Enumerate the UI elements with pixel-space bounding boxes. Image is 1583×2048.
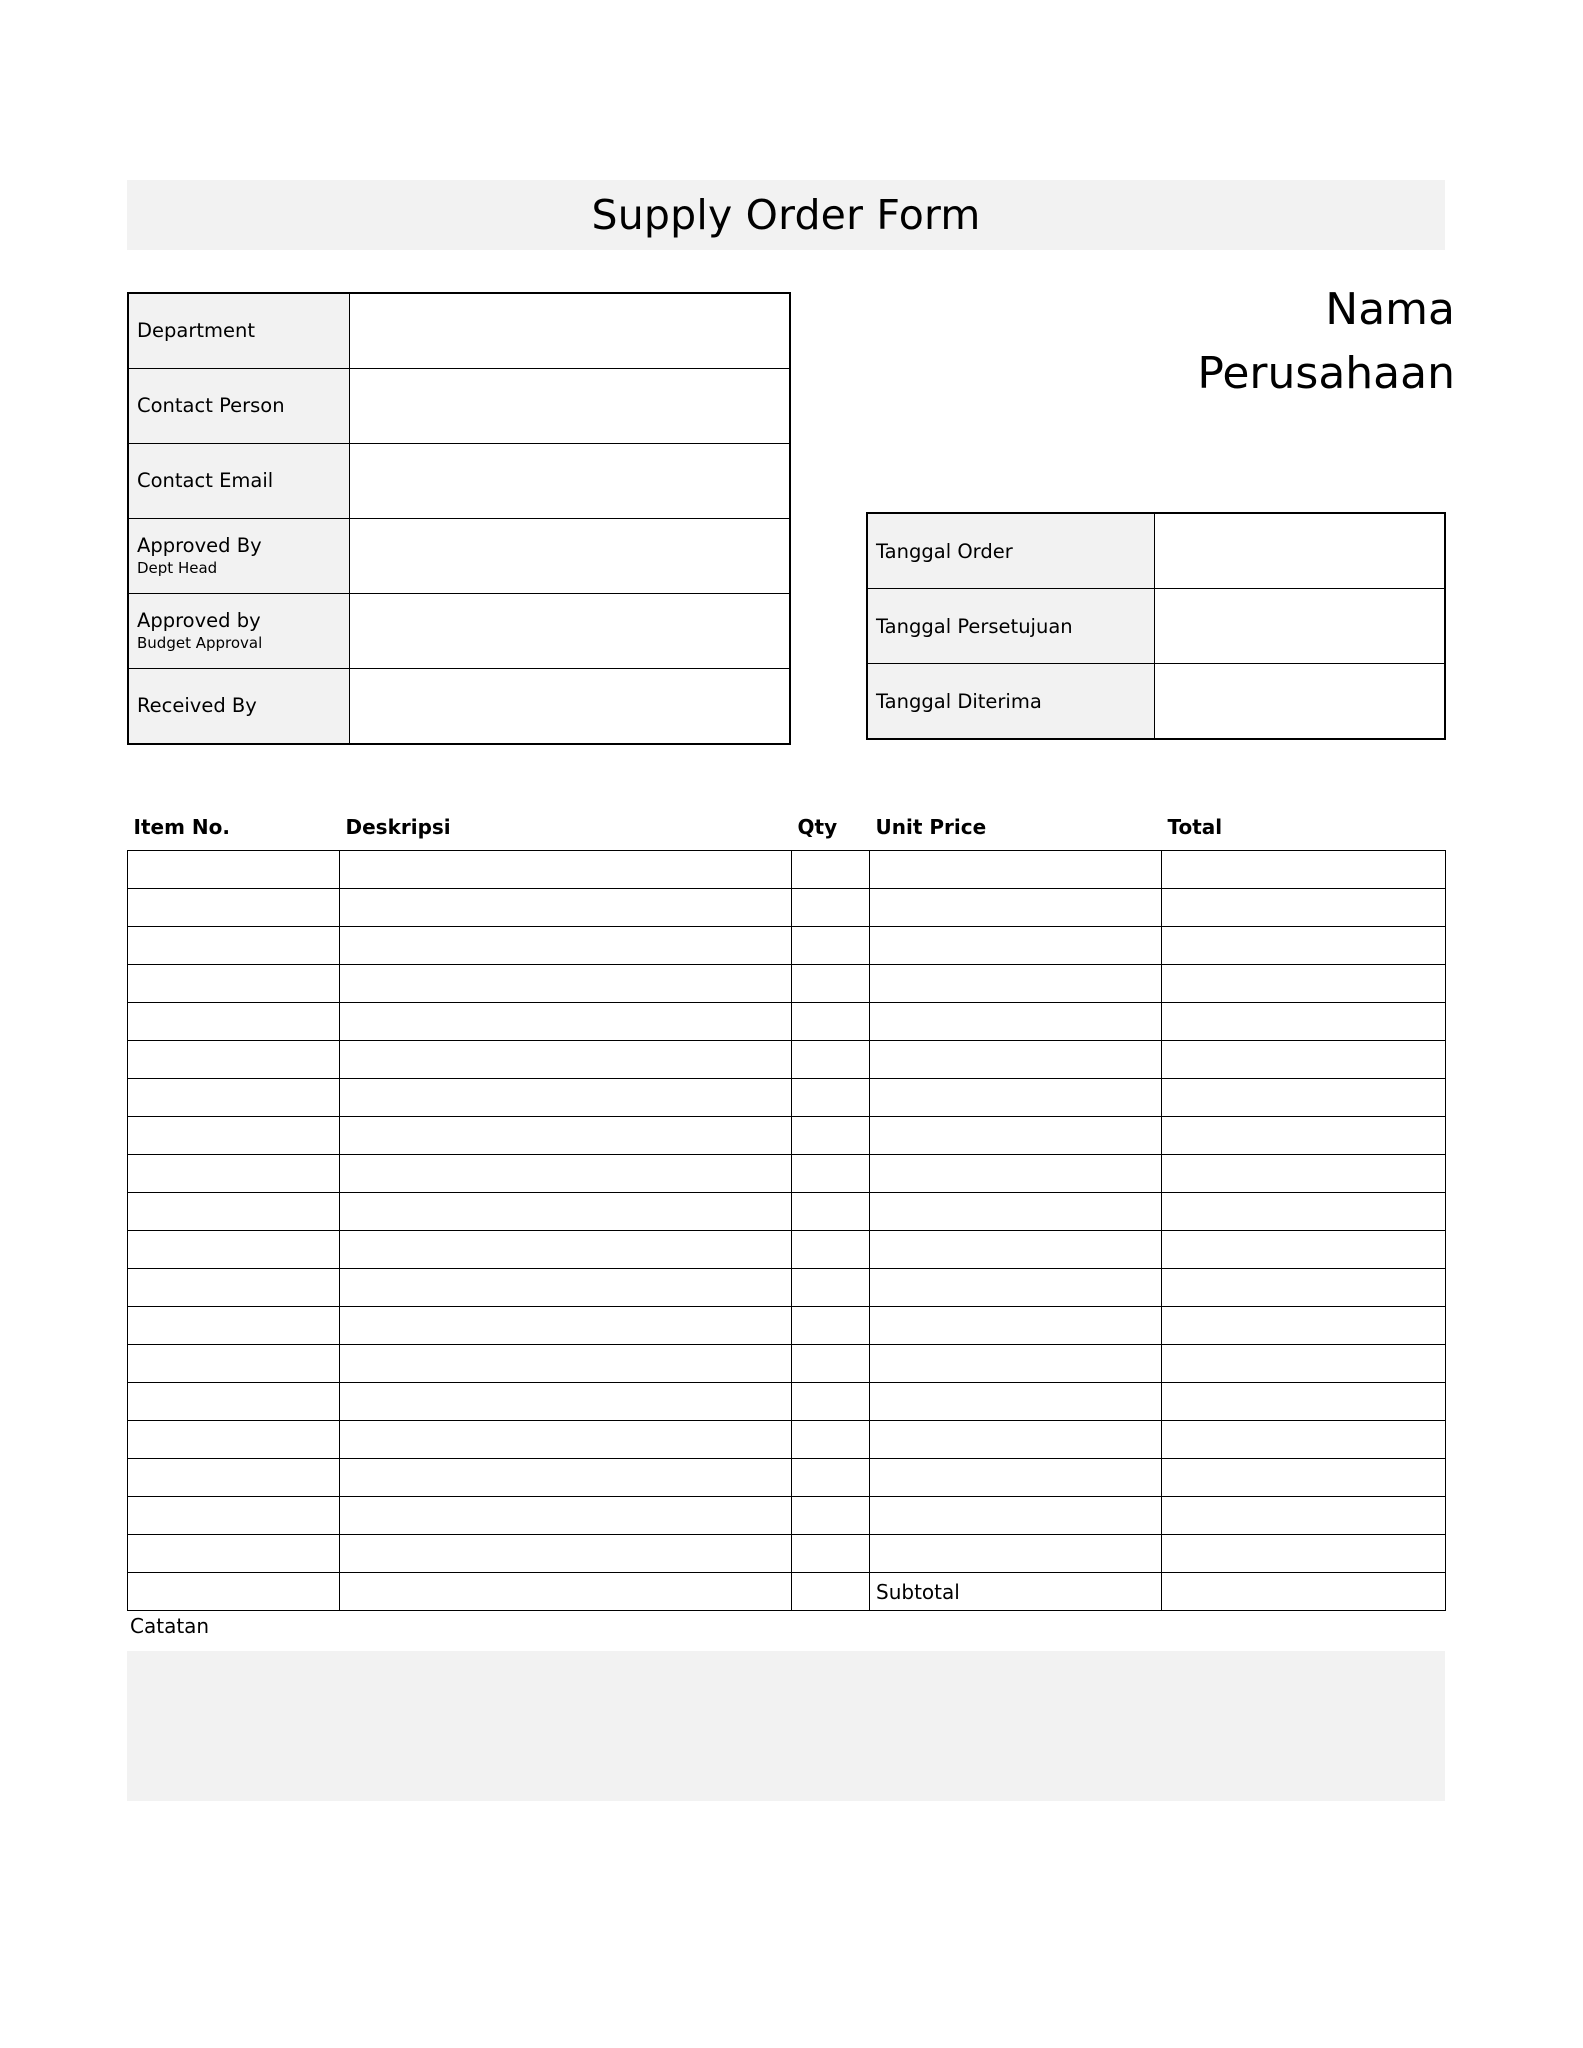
column-header-total: Total [1167, 815, 1223, 839]
cell-total[interactable] [1162, 965, 1446, 1003]
column-header-unit-price: Unit Price [875, 815, 987, 839]
label-text: Contact Email [137, 468, 274, 492]
table-row [128, 1345, 1446, 1383]
table-row [128, 927, 1446, 965]
field-label-tanggal-diterima: Tanggal Diterima [867, 664, 1155, 740]
field-value-department[interactable] [350, 293, 791, 369]
table-row [128, 369, 790, 444]
subtotal-value[interactable] [1162, 1573, 1446, 1611]
items-header-row [128, 812, 1446, 851]
cell-item-no[interactable] [128, 1497, 340, 1535]
cell-item-no[interactable] [128, 1193, 340, 1231]
cell-deskripsi[interactable] [340, 927, 792, 965]
cell-deskripsi[interactable] [340, 1383, 792, 1421]
table-row [128, 1079, 1446, 1117]
label-subtext: Dept Head [137, 559, 218, 578]
subtotal-label: Subtotal [870, 1573, 1162, 1611]
cell-deskripsi[interactable] [340, 965, 792, 1003]
cell-deskripsi[interactable] [340, 889, 792, 927]
cell-item-no[interactable] [128, 927, 340, 965]
field-value-tanggal-persetujuan[interactable] [1155, 589, 1446, 664]
cell-deskripsi[interactable] [340, 1003, 792, 1041]
cell-qty[interactable] [792, 1459, 870, 1497]
field-label-approved-by-budget [128, 594, 350, 669]
items-table-body [128, 851, 1446, 1573]
department-info-table [127, 292, 791, 745]
cell-total[interactable] [1162, 927, 1446, 965]
field-value-received-by[interactable] [350, 669, 791, 745]
field-value-contact-person[interactable] [350, 369, 791, 444]
label-subtext: Budget Approval [137, 634, 263, 653]
cell-item-no[interactable] [128, 1079, 340, 1117]
cell-total[interactable] [1162, 1497, 1446, 1535]
label-text: Approved By [137, 533, 262, 557]
table-row [128, 1497, 1446, 1535]
table-row [128, 1421, 1446, 1459]
cell-qty[interactable] [792, 1307, 870, 1345]
field-value-approved-by-dept-head[interactable] [350, 519, 791, 594]
subtotal-spacer-2 [340, 1573, 792, 1611]
cell-item-no[interactable] [128, 1459, 340, 1497]
cell-qty[interactable] [792, 889, 870, 927]
cell-unit-price[interactable] [870, 1193, 1162, 1231]
field-label-received-by [128, 669, 350, 745]
cell-deskripsi[interactable] [340, 1459, 792, 1497]
cell-unit-price[interactable] [870, 1307, 1162, 1345]
cell-unit-price[interactable] [870, 927, 1162, 965]
subtotal-spacer-3 [792, 1573, 870, 1611]
cell-deskripsi[interactable] [340, 1117, 792, 1155]
cell-qty[interactable] [792, 1421, 870, 1459]
cell-deskripsi[interactable] [340, 1155, 792, 1193]
cell-total[interactable] [1162, 1459, 1446, 1497]
cell-item-no[interactable] [128, 1155, 340, 1193]
field-label-contact-person [128, 369, 350, 444]
cell-qty[interactable] [792, 1345, 870, 1383]
form-title-banner [127, 180, 1445, 250]
table-row [867, 513, 1445, 589]
cell-deskripsi[interactable] [340, 1193, 792, 1231]
field-value-approved-by-budget[interactable] [350, 594, 791, 669]
field-value-contact-email[interactable] [350, 444, 791, 519]
cell-unit-price[interactable] [870, 1497, 1162, 1535]
cell-item-no[interactable] [128, 1041, 340, 1079]
table-row [128, 1003, 1446, 1041]
cell-qty[interactable] [792, 1497, 870, 1535]
table-row [867, 589, 1445, 664]
table-row [128, 594, 790, 669]
cell-unit-price[interactable] [870, 1535, 1162, 1573]
cell-unit-price[interactable] [870, 851, 1162, 889]
cell-unit-price[interactable] [870, 1383, 1162, 1421]
table-row [128, 1459, 1446, 1497]
table-row [128, 965, 1446, 1003]
cell-qty[interactable] [792, 1003, 870, 1041]
cell-total[interactable] [1162, 889, 1446, 927]
cell-total[interactable] [1162, 1193, 1446, 1231]
cell-item-no[interactable] [128, 851, 340, 889]
cell-unit-price[interactable] [870, 1117, 1162, 1155]
cell-qty[interactable] [792, 1193, 870, 1231]
cell-item-no[interactable] [128, 1231, 340, 1269]
cell-item-no[interactable] [128, 965, 340, 1003]
cell-deskripsi[interactable] [340, 1307, 792, 1345]
table-row [128, 1155, 1446, 1193]
dates-info-table [866, 512, 1446, 740]
table-row [128, 1117, 1446, 1155]
cell-total[interactable] [1162, 1345, 1446, 1383]
subtotal-row [128, 1573, 1446, 1611]
field-label-approved-by-dept-head [128, 519, 350, 594]
cell-unit-price[interactable] [870, 1003, 1162, 1041]
cell-item-no[interactable] [128, 1345, 340, 1383]
cell-deskripsi[interactable] [340, 1421, 792, 1459]
cell-qty[interactable] [792, 1231, 870, 1269]
label-text: Contact Person [137, 393, 285, 417]
cell-total[interactable] [1162, 1231, 1446, 1269]
cell-qty[interactable] [792, 1269, 870, 1307]
cell-unit-price[interactable] [870, 1041, 1162, 1079]
cell-item-no[interactable] [128, 1383, 340, 1421]
cell-total[interactable] [1162, 1269, 1446, 1307]
label-text: Department [137, 318, 255, 342]
cell-qty[interactable] [792, 1383, 870, 1421]
cell-item-no[interactable] [128, 1307, 340, 1345]
table-row [128, 293, 790, 369]
cell-total[interactable] [1162, 1535, 1446, 1573]
table-row [128, 519, 790, 594]
table-row [128, 851, 1446, 889]
cell-unit-price[interactable] [870, 1459, 1162, 1497]
field-label-contact-email [128, 444, 350, 519]
cell-total[interactable] [1162, 1307, 1446, 1345]
cell-item-no[interactable] [128, 1269, 340, 1307]
cell-qty[interactable] [792, 1535, 870, 1573]
table-row [128, 1383, 1446, 1421]
company-name [835, 278, 1455, 406]
cell-deskripsi[interactable] [340, 851, 792, 889]
cell-deskripsi[interactable] [340, 1535, 792, 1573]
table-row [128, 669, 790, 745]
label-text: Received By [137, 693, 257, 717]
cell-total[interactable] [1162, 1421, 1446, 1459]
cell-total[interactable] [1162, 1155, 1446, 1193]
cell-total[interactable] [1162, 1003, 1446, 1041]
field-value-tanggal-order[interactable] [1155, 513, 1446, 589]
page-title: Supply Order Form [591, 191, 981, 239]
subtotal-spacer-1 [128, 1573, 340, 1611]
table-row [128, 889, 1446, 927]
cell-unit-price[interactable] [870, 1421, 1162, 1459]
items-table [127, 812, 1446, 1611]
field-value-tanggal-diterima[interactable] [1155, 664, 1446, 740]
cell-unit-price[interactable] [870, 1269, 1162, 1307]
table-row [128, 1269, 1446, 1307]
cell-unit-price[interactable] [870, 1155, 1162, 1193]
column-header-deskripsi: Deskripsi [345, 815, 451, 839]
cell-unit-price[interactable] [870, 1231, 1162, 1269]
cell-deskripsi[interactable] [340, 1269, 792, 1307]
field-label-tanggal-persetujuan: Tanggal Persetujuan [867, 589, 1155, 664]
cell-item-no[interactable] [128, 889, 340, 927]
cell-qty[interactable] [792, 965, 870, 1003]
cell-qty[interactable] [792, 1155, 870, 1193]
cell-unit-price[interactable] [870, 889, 1162, 927]
cell-unit-price[interactable] [870, 1079, 1162, 1117]
column-header-qty: Qty [797, 815, 838, 839]
cell-total[interactable] [1162, 1041, 1446, 1079]
notes-input[interactable] [127, 1651, 1445, 1801]
cell-item-no[interactable] [128, 1117, 340, 1155]
cell-qty[interactable] [792, 851, 870, 889]
cell-qty[interactable] [792, 1041, 870, 1079]
cell-unit-price[interactable] [870, 1345, 1162, 1383]
column-header-item-no: Item No. [133, 815, 230, 839]
cell-deskripsi[interactable] [340, 1231, 792, 1269]
cell-deskripsi[interactable] [340, 1345, 792, 1383]
cell-total[interactable] [1162, 1079, 1446, 1117]
cell-deskripsi[interactable] [340, 1041, 792, 1079]
cell-deskripsi[interactable] [340, 1079, 792, 1117]
cell-qty[interactable] [792, 1117, 870, 1155]
table-row [128, 1231, 1446, 1269]
cell-item-no[interactable] [128, 1535, 340, 1573]
label-text: Approved by [137, 608, 261, 632]
field-label-tanggal-order: Tanggal Order [867, 513, 1155, 589]
cell-qty[interactable] [792, 1079, 870, 1117]
table-row [128, 1307, 1446, 1345]
cell-total[interactable] [1162, 1117, 1446, 1155]
cell-qty[interactable] [792, 927, 870, 965]
cell-deskripsi[interactable] [340, 1497, 792, 1535]
cell-unit-price[interactable] [870, 965, 1162, 1003]
field-label-department [128, 293, 350, 369]
table-row [128, 1041, 1446, 1079]
table-row [867, 664, 1445, 740]
table-row [128, 1535, 1446, 1573]
cell-total[interactable] [1162, 1383, 1446, 1421]
cell-item-no[interactable] [128, 1421, 340, 1459]
items-table-wrapper [127, 812, 1445, 1611]
table-row [128, 444, 790, 519]
cell-item-no[interactable] [128, 1003, 340, 1041]
company-name-line-2: Perusahaan [1197, 347, 1455, 399]
notes-label: Catatan [130, 1614, 210, 1638]
company-name-line-1: Nama [1325, 284, 1455, 335]
cell-total[interactable] [1162, 851, 1446, 889]
table-row [128, 1193, 1446, 1231]
